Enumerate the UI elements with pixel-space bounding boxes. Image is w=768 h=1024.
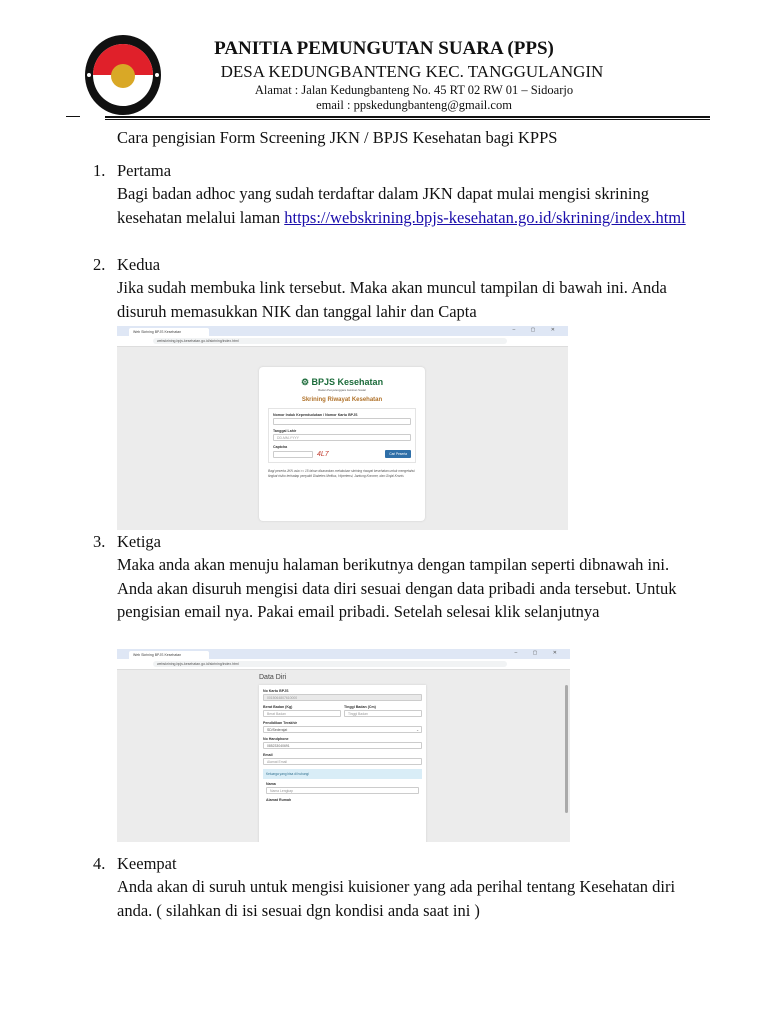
doc-title: Cara pengisian Form Screening JKN / BPJS Kesehatan bagi KPPS (117, 128, 558, 147)
scrollbar[interactable] (565, 685, 568, 813)
form-heading: Skrining Riwayat Kesehatan (301, 397, 383, 403)
data-diri-screenshot (117, 649, 570, 842)
step-text: Anda akan di suruh untuk mengisi kuisioner yang ada perihal tentang Kesehatan diri anda. ( silahkan di isi sesuai dgn kondisi anda saat ini ) (117, 877, 676, 920)
address: Alamat : Jalan Kedungbanteng No. 45 RT 02 RW 01 – Sidoarjo (254, 83, 574, 97)
weight-input[interactable]: Berat Badan (263, 710, 341, 717)
email: email : ppskedungbanteng@gmail.com (316, 98, 512, 112)
step-number: 1. (93, 161, 106, 180)
phone-label: No Handphone (263, 737, 289, 741)
card-number-field: 0015064807610000 (263, 694, 422, 701)
address-label: Alamat Rumah (266, 798, 292, 802)
step-name: Ketiga (117, 532, 161, 551)
search-participant-button[interactable]: Cari Peserta (385, 450, 411, 458)
step-text: Bagi badan adhoc yang sudah terdaftar dalam JKN dapat mulai mengisi skrining kesehatan melalui laman (117, 184, 649, 227)
nik-label: Nomor Induk Kependudukan / Nomor Kartu BPJS (273, 413, 358, 417)
step-number: 3. (93, 532, 106, 551)
step-text: Maka anda akan menuju halaman berikutnya dengan tampilan seperti dibnawah ini. Anda akan disuruh mengisi data diri sesuai dengan data pribadi anda tersebut. Untuk pengisian email nya. Pakai email pribadi. Setelah selesai klik selanjutnya (117, 555, 677, 622)
step-name: Pertama (117, 161, 172, 180)
card-label: No Kartu BPJS (263, 689, 289, 693)
step-4 (117, 852, 697, 922)
address-bar: webskrining.bpjs-kesehatan.go.id/skrining/index.html (153, 338, 507, 344)
name-label: Nama (266, 782, 276, 786)
step-3 (117, 530, 707, 624)
height-label: Tinggi Badan (Cm) (344, 705, 376, 709)
browser-tab: Web Skrining BPJS Kesehatan (129, 328, 209, 336)
step-text: Jika sudah membuka link tersebut. Maka akan muncul tampilan di bawah ini. Anda disuruh memasukkan NIK dan tanggal lahir dan Capta (117, 278, 667, 321)
education-select[interactable]: SD/Sederajat ⌄ (263, 726, 422, 733)
brand-sub: Badan Penyelenggara Jaminan Sosial (318, 388, 366, 392)
divider (105, 116, 710, 118)
bpjs-link[interactable]: https://webskrining.bpjs-kesehatan.go.id/skrining/index.html (284, 207, 686, 227)
height-input[interactable]: Tinggi Badan (344, 710, 422, 717)
step-name: Keempat (117, 854, 177, 873)
dob-label: Tanggal Lahir (273, 429, 297, 433)
email-input[interactable]: Alamat Email (263, 758, 422, 765)
login-card (259, 367, 425, 521)
window-controls: – ▢ ✕ (512, 327, 562, 333)
captcha-input[interactable] (273, 451, 313, 458)
login-screenshot (117, 326, 568, 530)
browser-tab: Web Skrining BPJS Kesehatan (129, 651, 209, 659)
data-diri-form (259, 685, 426, 842)
weight-label: Berat Badan (Kg) (263, 705, 293, 709)
step-name: Kedua (117, 255, 161, 274)
step-number: 2. (93, 255, 106, 274)
phone-input[interactable]: 085233040691 (263, 742, 422, 749)
captcha-image: 4L7 (317, 450, 329, 458)
village-name: DESA KEDUNGBANTENG KEC. TANGGULANGIN (220, 62, 604, 81)
captcha-label: Captcha (273, 445, 288, 449)
step-1 (117, 159, 707, 229)
education-label: Pendidikan Terakhir (263, 721, 298, 725)
org-name: PANITIA PEMUNGUTAN SUARA (PPS) (214, 38, 554, 59)
info-note: Bagi peserta JKN usia >= 15 tahun disarankan melakukan skrining riwayat kesehatan untuk mengetahui tingkat risiko terhadap penyakit Diabetes Melitus, Hipertensi, Jantung Koroner, dan Ginjal Kronis (268, 469, 415, 478)
name-input[interactable]: Nama Lengkap (266, 787, 419, 794)
window-controls: – ▢ ✕ (514, 650, 564, 656)
data-diri-heading: Data Diri (259, 674, 287, 681)
nik-input[interactable] (273, 418, 411, 425)
divider (105, 119, 710, 120)
dob-input[interactable]: DD-MM-YYYY (273, 434, 411, 441)
address-bar: webskrining.bpjs-kesehatan.go.id/skrining/index.html (153, 661, 507, 667)
bpjs-brand: ⚙ BPJS Kesehatan (300, 377, 384, 387)
email-label: Email (263, 753, 273, 757)
step-number: 4. (93, 854, 106, 873)
family-contact-panel: Keluarga yang bisa di hubungi (263, 769, 422, 779)
step-2 (117, 253, 707, 323)
divider (66, 116, 80, 117)
